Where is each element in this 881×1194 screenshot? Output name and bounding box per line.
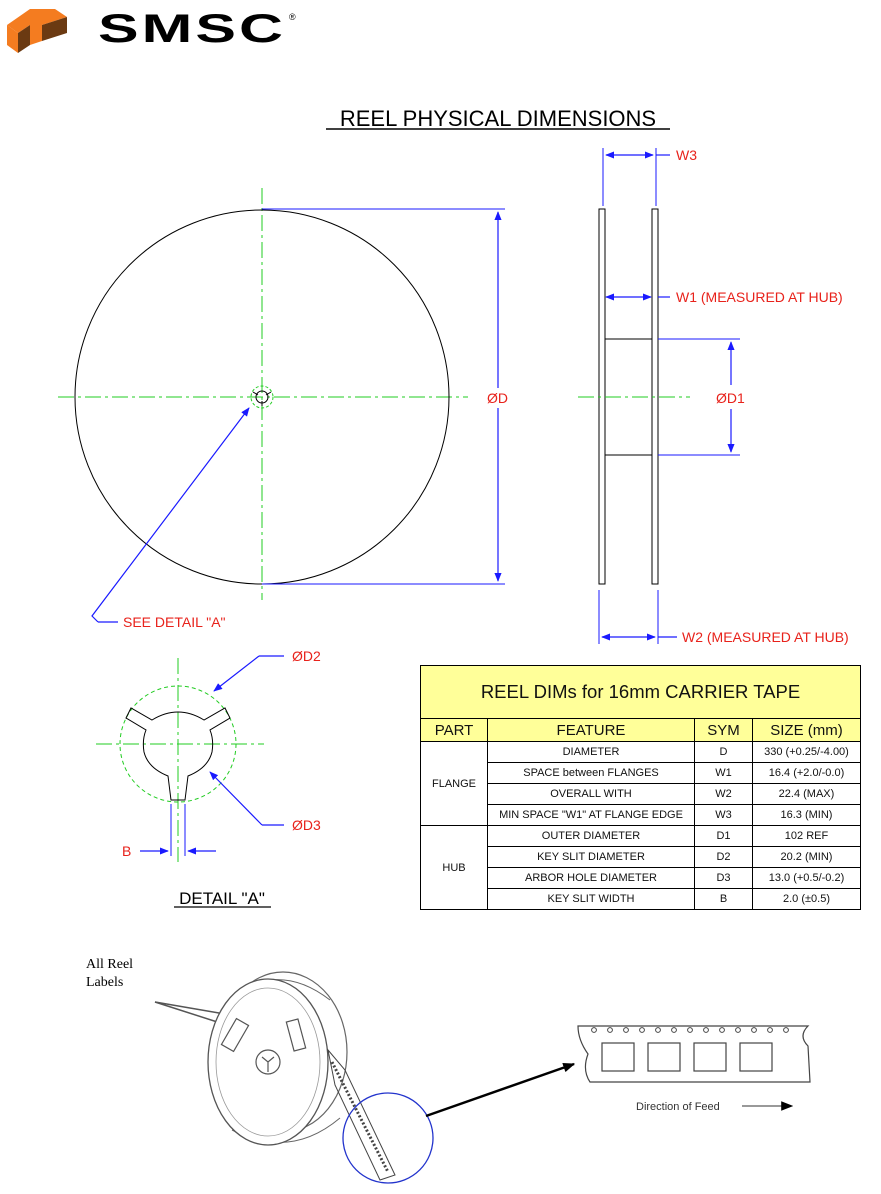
feature-cell: SPACE between FLANGES: [488, 763, 695, 784]
carrier-tape: [578, 1026, 810, 1082]
feature-cell: MIN SPACE "W1" AT FLANGE EDGE: [488, 805, 695, 826]
sym-cell: W1: [695, 763, 753, 784]
feature-cell: ARBOR HOLE DIAMETER: [488, 868, 695, 889]
part-cell: FLANGE: [421, 742, 488, 826]
brand-name: SMSC: [98, 7, 286, 51]
registered-mark: ®: [289, 12, 296, 22]
reel-front-view: [58, 188, 508, 630]
size-cell: 16.4 (+2.0/-0.0): [753, 763, 861, 784]
label-d2: ØD2: [292, 648, 321, 664]
detail-a-view: [96, 648, 321, 908]
feature-cell: DIAMETER: [488, 742, 695, 763]
table-row: [421, 826, 861, 847]
label-w3: W3: [676, 147, 697, 163]
reel-side-view: [578, 147, 849, 645]
sym-cell: B: [695, 889, 753, 910]
sym-cell: D3: [695, 868, 753, 889]
part-cell: HUB: [421, 826, 488, 910]
label-b: B: [122, 843, 132, 859]
size-cell: 22.4 (MAX): [753, 784, 861, 805]
header-size: SIZE (mm): [753, 719, 861, 742]
header-sym: SYM: [695, 719, 753, 742]
label-d3: ØD3: [292, 817, 321, 833]
size-cell: 102 REF: [753, 826, 861, 847]
feature-cell: OVERALL WITH: [488, 784, 695, 805]
feed-direction-label: Direction of Feed: [636, 1101, 720, 1113]
table-row: [421, 742, 861, 763]
label-see-detail: SEE DETAIL "A": [123, 614, 226, 630]
label-d1: ØD1: [716, 390, 745, 406]
header-feature: FEATURE: [488, 719, 695, 742]
reel-labels-line2: Labels: [86, 975, 124, 990]
table-title: REEL DIMs for 16mm CARRIER TAPE: [421, 666, 861, 719]
label-d: ØD: [487, 390, 508, 406]
reel-labels-line1: All Reel: [86, 957, 134, 972]
size-cell: 20.2 (MIN): [753, 847, 861, 868]
size-cell: 2.0 (±0.5): [753, 889, 861, 910]
size-cell: 16.3 (MIN): [753, 805, 861, 826]
drawing-title: REEL PHYSICAL DIMENSIONS: [339, 106, 657, 131]
sym-cell: W2: [695, 784, 753, 805]
sym-cell: W3: [695, 805, 753, 826]
label-w1: W1 (MEASURED AT HUB): [676, 289, 843, 305]
dimension-table: [420, 665, 861, 910]
reel-illustration: [86, 957, 810, 1183]
feature-cell: KEY SLIT DIAMETER: [488, 847, 695, 868]
sym-cell: D2: [695, 847, 753, 868]
detail-title: DETAIL "A": [179, 889, 265, 908]
feature-cell: KEY SLIT WIDTH: [488, 889, 695, 910]
sym-cell: D1: [695, 826, 753, 847]
label-w2: W2 (MEASURED AT HUB): [682, 629, 849, 645]
sym-cell: D: [695, 742, 753, 763]
logo-mark-icon: [7, 9, 67, 53]
feature-cell: OUTER DIAMETER: [488, 826, 695, 847]
smsc-logo: [7, 7, 296, 53]
header-part: PART: [421, 719, 488, 742]
size-cell: 330 (+0.25/-4.00): [753, 742, 861, 763]
size-cell: 13.0 (+0.5/-0.2): [753, 868, 861, 889]
